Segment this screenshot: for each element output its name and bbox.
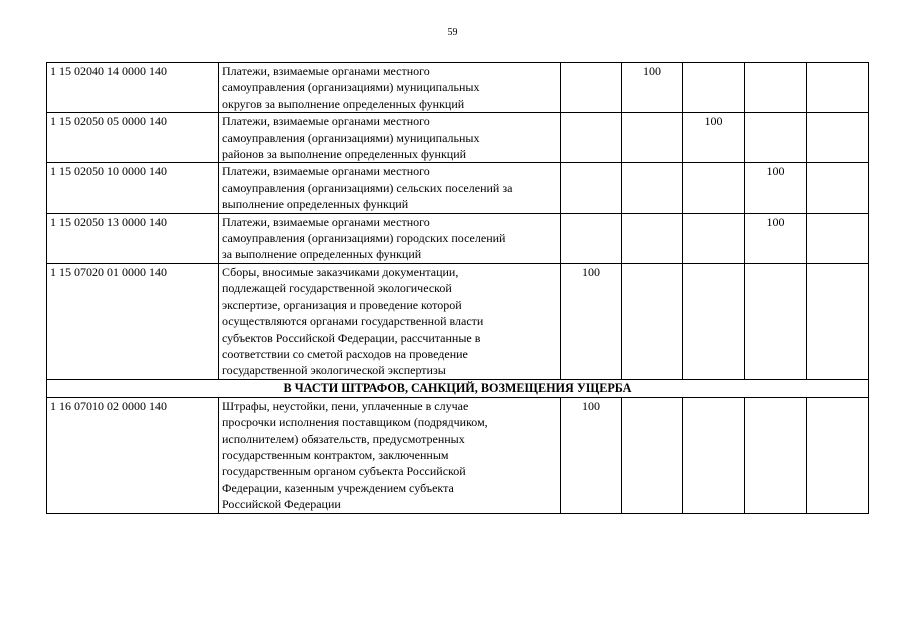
value-cell	[807, 263, 869, 379]
value-cell	[807, 397, 869, 513]
description-line: Российской Федерации	[222, 497, 341, 512]
description-line: осуществляются органами государственной власти	[222, 314, 484, 329]
description-line: самоуправления (организациями) городских поселений	[222, 231, 506, 246]
value-cell: 100	[561, 263, 622, 379]
table-row	[47, 113, 869, 163]
value-cell	[561, 213, 622, 263]
revenue-description	[219, 213, 561, 263]
value-cell	[622, 213, 683, 263]
value-cell: 100	[745, 213, 807, 263]
description-line: самоуправления (организациями) сельских поселений за	[222, 180, 513, 195]
description-line: самоуправления (организациями) муниципальных	[222, 80, 480, 95]
description-line: районов за выполнение определенных функций	[222, 147, 467, 162]
description-line: Платежи, взимаемые органами местного	[222, 164, 430, 179]
value-cell	[622, 163, 683, 213]
table-row	[47, 397, 869, 513]
revenue-description	[219, 63, 561, 113]
value-cell	[683, 63, 745, 113]
description-line: государственной экологической экспертизы	[222, 363, 446, 378]
value-cell	[807, 63, 869, 113]
page-number: 59	[447, 27, 458, 38]
value-cell	[745, 113, 807, 163]
description-line: за выполнение определенных функций	[222, 247, 422, 262]
value-cell	[683, 213, 745, 263]
value-cell	[561, 113, 622, 163]
table-row	[47, 213, 869, 263]
value-cell: 100	[745, 163, 807, 213]
table-row	[47, 63, 869, 113]
value-cell	[683, 163, 745, 213]
description-line: Штрафы, неустойки, пени, уплаченные в случае	[222, 398, 469, 413]
description-line: просрочки исполнения поставщиком (подрядчиком,	[222, 415, 488, 430]
revenue-description	[219, 397, 561, 513]
value-cell: 100	[683, 113, 745, 163]
description-line: исполнителем) обязательств, предусмотренных	[222, 431, 465, 446]
section-title: В ЧАСТИ ШТРАФОВ, САНКЦИЙ, ВОЗМЕЩЕНИЯ УЩЕРБА	[47, 379, 869, 397]
value-cell	[622, 263, 683, 379]
value-cell	[561, 163, 622, 213]
section-header-row	[47, 379, 869, 397]
description-line: соответствии со сметой расходов на проведение	[222, 346, 468, 361]
value-cell	[622, 397, 683, 513]
revenue-description	[219, 163, 561, 213]
revenue-code: 1 15 07020 01 0000 140	[47, 263, 219, 379]
table-row	[47, 263, 869, 379]
revenue-description	[219, 113, 561, 163]
revenue-code: 1 15 02050 05 0000 140	[47, 113, 219, 163]
value-cell	[683, 263, 745, 379]
value-cell: 100	[561, 397, 622, 513]
description-line: подлежащей государственной экологической	[222, 281, 452, 296]
value-cell	[807, 163, 869, 213]
revenue-code: 1 15 02050 13 0000 140	[47, 213, 219, 263]
value-cell	[561, 63, 622, 113]
description-line: Платежи, взимаемые органами местного	[222, 114, 430, 129]
description-line: субъектов Российской Федерации, рассчитанные в	[222, 330, 481, 345]
description-line: Платежи, взимаемые органами местного	[222, 214, 430, 229]
budget-revenue-table	[46, 62, 869, 514]
value-cell: 100	[622, 63, 683, 113]
value-cell	[622, 113, 683, 163]
description-line: Федерации, казенным учреждением субъекта	[222, 480, 454, 495]
value-cell	[745, 263, 807, 379]
table-row	[47, 163, 869, 213]
value-cell	[807, 213, 869, 263]
description-line: экспертизе, организация и проведение которой	[222, 297, 462, 312]
value-cell	[683, 397, 745, 513]
value-cell	[745, 397, 807, 513]
description-line: самоуправления (организациями) муниципальных	[222, 130, 480, 145]
description-line: округов за выполнение определенных функций	[222, 96, 465, 111]
description-line: государственным органом субъекта Российской	[222, 464, 466, 479]
revenue-description	[219, 263, 561, 379]
revenue-code: 1 16 07010 02 0000 140	[47, 397, 219, 513]
revenue-code: 1 15 02050 10 0000 140	[47, 163, 219, 213]
description-line: выполнение определенных функций	[222, 197, 409, 212]
description-line: государственным контрактом, заключенным	[222, 447, 449, 462]
description-line: Сборы, вносимые заказчиками документации,	[222, 264, 459, 279]
description-line: Платежи, взимаемые органами местного	[222, 64, 430, 78]
revenue-code: 1 15 02040 14 0000 140	[47, 63, 219, 113]
value-cell	[807, 113, 869, 163]
value-cell	[745, 63, 807, 113]
